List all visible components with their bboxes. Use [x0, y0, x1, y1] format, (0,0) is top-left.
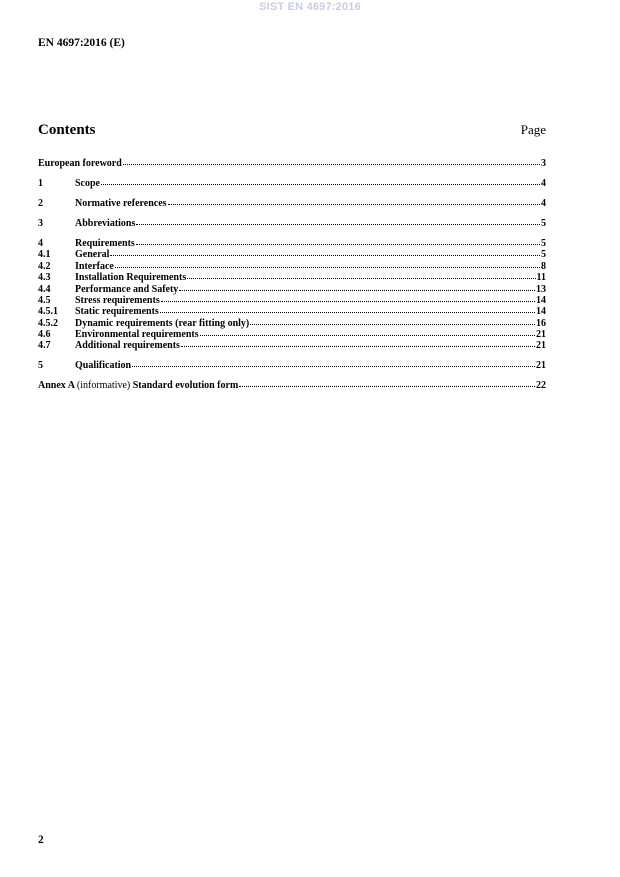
toc-entry-additional-requirements[interactable] — [38, 339, 546, 350]
page-column-label: Page — [520, 122, 546, 137]
toc-entry-page: 4 — [541, 197, 546, 209]
toc-entry-number: 4.5.2 — [38, 317, 58, 329]
toc-entry-page: 21 — [536, 329, 546, 341]
toc-entry-page: 4 — [541, 177, 546, 189]
toc-entry-title: Stress requirements — [75, 294, 160, 306]
toc-entry-number: 4.2 — [38, 260, 51, 272]
document-id: EN 4697:2016 (E) — [38, 37, 125, 49]
toc-entry-number: 1 — [38, 177, 43, 189]
page-number: 2 — [38, 834, 44, 846]
toc-entry-number: 4.4 — [38, 283, 51, 295]
toc-entry-title: Scope — [75, 177, 100, 189]
toc-entry-qualification[interactable] — [38, 359, 546, 370]
toc-entry-title: Abbreviations — [75, 217, 136, 229]
toc-entry-title: Interface — [75, 260, 114, 272]
toc-entry-normative-references[interactable] — [38, 197, 546, 208]
toc-entry-title: Normative references — [75, 197, 167, 209]
toc-leader-dots — [239, 378, 535, 387]
toc-entry-title: Installation Requirements — [75, 272, 187, 284]
toc-leader-dots — [181, 338, 535, 347]
toc-entry-page: 16 — [536, 317, 546, 329]
toc-entry-page: 5 — [541, 237, 546, 249]
toc-entry-title: Dynamic requirements (rear fitting only) — [75, 317, 250, 329]
contents-title: Contents — [38, 122, 96, 138]
toc-leader-dots — [200, 327, 535, 336]
toc-leader-dots — [101, 176, 540, 185]
toc-entry-number: 2 — [38, 197, 43, 209]
toc-leader-dots — [160, 304, 535, 313]
toc-entry-title: Qualification — [75, 360, 132, 372]
toc-entry-number: 4.7 — [38, 340, 51, 352]
toc-annex-note: (informative) — [76, 380, 131, 392]
toc-entry-page: 3 — [541, 158, 546, 169]
toc-entry-number: 4.5 — [38, 294, 51, 306]
toc-entry-page: 5 — [541, 249, 546, 261]
toc-leader-dots — [187, 270, 535, 279]
toc-entry-title: Additional requirements — [75, 340, 180, 352]
toc-entry-title: Environmental requirements — [75, 329, 199, 341]
toc-annex-title: Standard evolution form — [132, 380, 239, 392]
toc-entry-page: 21 — [536, 360, 546, 372]
toc-entry-page: 22 — [536, 380, 546, 392]
toc-leader-dots — [179, 282, 535, 291]
toc-entry-page: 5 — [541, 217, 546, 229]
toc-entry-page: 13 — [536, 283, 546, 295]
toc-entry-european-foreword[interactable] — [38, 157, 546, 168]
toc-leader-dots — [168, 196, 540, 205]
watermark: SIST EN 4697:2016 — [259, 1, 361, 13]
toc-entry-number: 5 — [38, 360, 43, 372]
toc-entry-title: Requirements — [75, 237, 135, 249]
toc-entry-page: 11 — [536, 272, 546, 284]
toc-entry-number: 4 — [38, 237, 43, 249]
toc-leader-dots — [136, 216, 540, 225]
toc-entry-number: 4.6 — [38, 329, 51, 341]
toc-entry-title: Performance and Safety — [75, 283, 179, 295]
toc-entry-number: 4.1 — [38, 249, 51, 261]
toc-entry-number: 4.5.1 — [38, 306, 58, 318]
toc-leader-dots — [110, 247, 540, 256]
toc-entry-title: European foreword — [38, 158, 122, 169]
toc-leader-dots — [115, 259, 540, 268]
contents-header — [38, 122, 546, 139]
toc-entry-scope[interactable] — [38, 177, 546, 188]
toc-entry-number: 3 — [38, 217, 43, 229]
toc-entry-page: 21 — [536, 340, 546, 352]
toc-leader-dots — [132, 358, 535, 367]
toc-leader-dots — [250, 316, 535, 325]
toc-leader-dots — [161, 293, 535, 302]
toc-entry-page: 14 — [536, 294, 546, 306]
toc-entry-page: 14 — [536, 306, 546, 318]
toc-entry-title — [38, 380, 238, 391]
toc-leader-dots — [123, 156, 540, 165]
table-of-contents — [38, 157, 546, 391]
toc-leader-dots — [136, 236, 540, 245]
toc-entry-annex-a[interactable] — [38, 379, 546, 390]
toc-entry-abbreviations[interactable] — [38, 217, 546, 228]
toc-annex-prefix: Annex A — [38, 380, 75, 392]
toc-entry-number: 4.3 — [38, 272, 51, 284]
toc-entry-page: 8 — [541, 260, 546, 272]
toc-entry-title: Static requirements — [75, 306, 159, 318]
toc-entry-title: General — [75, 249, 110, 261]
